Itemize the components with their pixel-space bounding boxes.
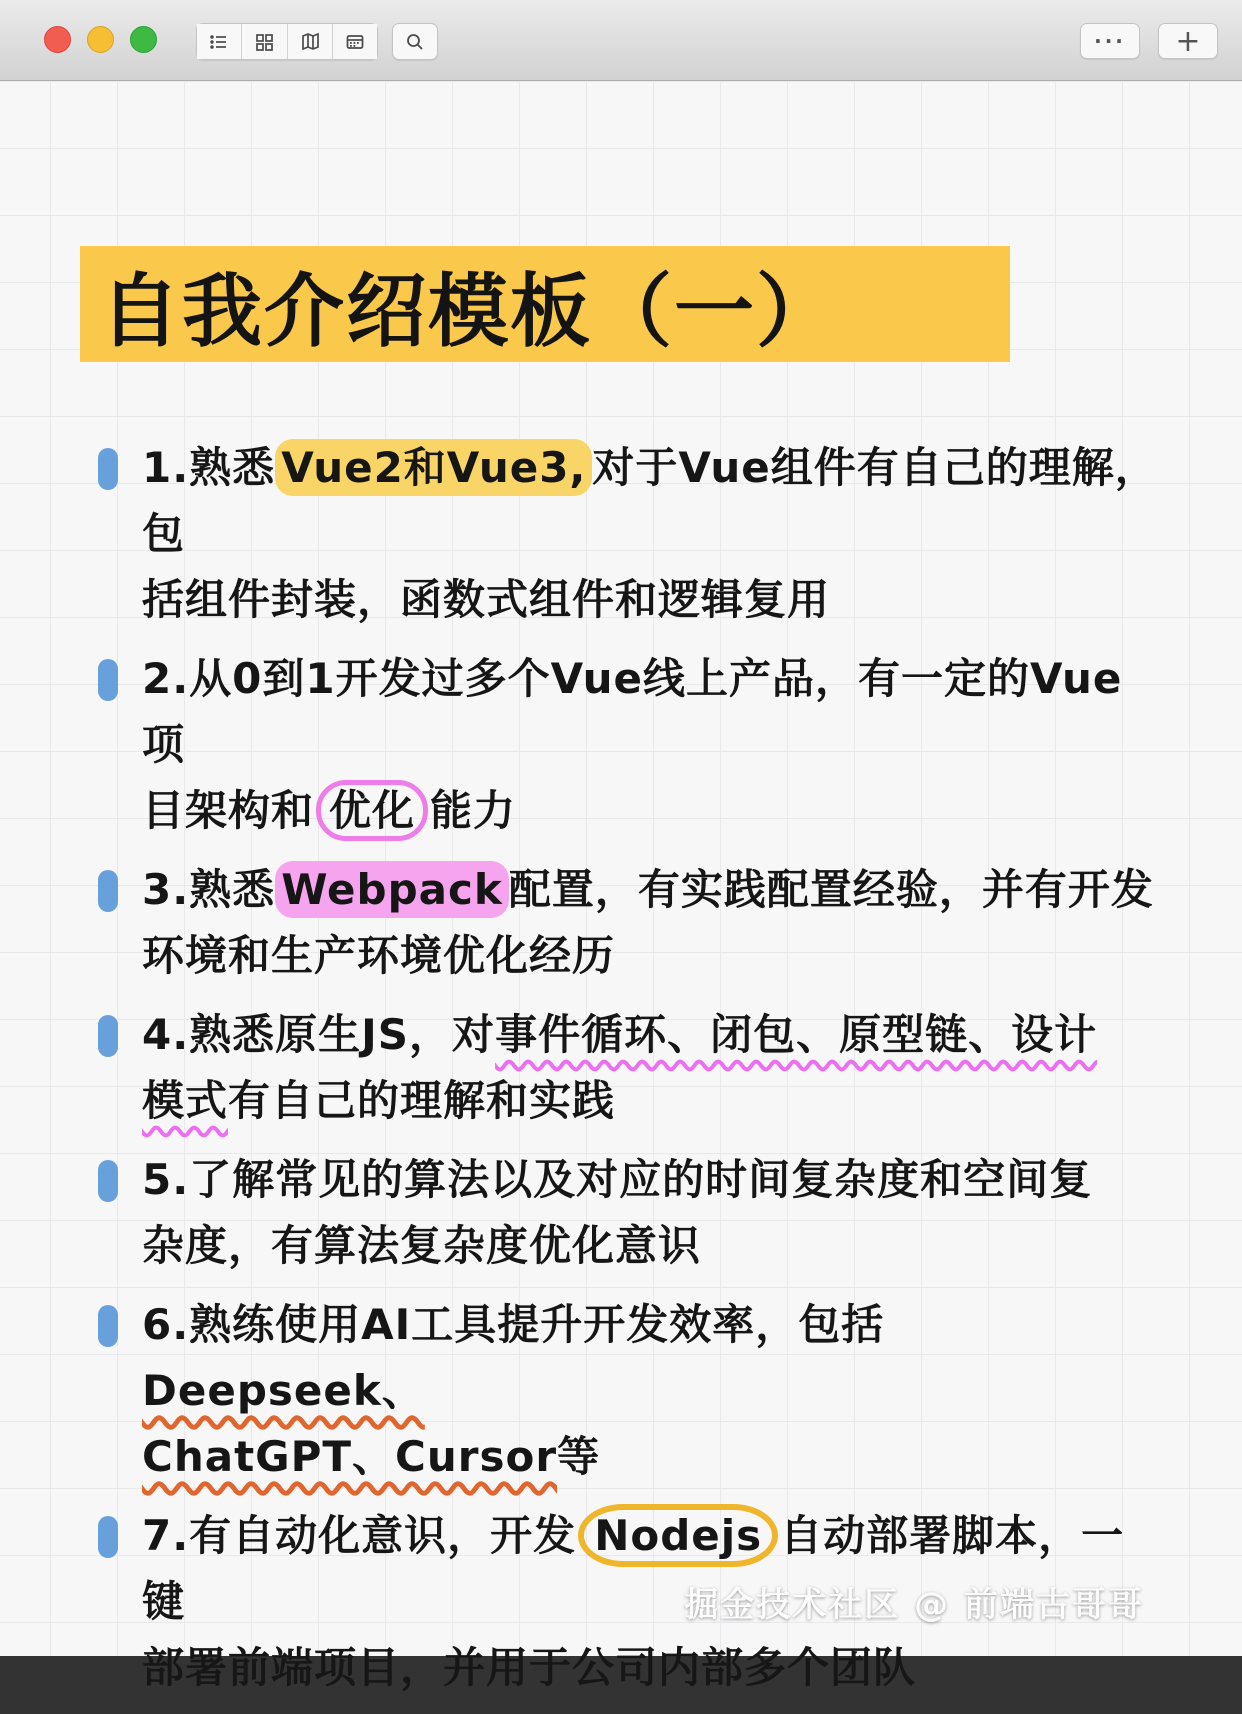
search-button[interactable] [392, 23, 438, 60]
text-segment: 3.熟悉 [142, 865, 276, 914]
text-segment: 对于Vue组件有自己的理解，包 [142, 443, 1158, 558]
list-view-button[interactable] [197, 24, 242, 59]
text-segment: 能力 [430, 786, 517, 835]
bullet-marker [98, 1160, 118, 1202]
item-text [142, 1002, 1097, 1134]
list-item [98, 1147, 1158, 1279]
orange-wavy-underline-segment: ChatGPT、Cursor [142, 1432, 558, 1481]
item-text [142, 1292, 1158, 1490]
list-item [98, 1002, 1158, 1134]
text-segment: 目架构和 [142, 786, 315, 835]
text-segment: 4.熟悉原生JS，对 [142, 1010, 496, 1059]
note-list [98, 435, 1158, 1714]
list-icon [208, 31, 230, 53]
text-segment: 2.从0到1开发过多个Vue线上产品，有一定的Vue项 [142, 654, 1123, 769]
text-segment: 5.了解常见的算法以及对应的时间复杂度和空间复 [142, 1155, 1093, 1204]
text-segment: 杂度，有算法复杂度优化意识 [142, 1221, 702, 1270]
view-mode-segmented-control [196, 23, 378, 60]
note-title-highlight [80, 246, 1010, 362]
window-toolbar [0, 0, 1242, 81]
minimize-window-button[interactable] [87, 26, 114, 53]
list-item [98, 646, 1158, 844]
text-segment: 自动部署脚本，一键 [142, 1511, 1125, 1626]
note-title: 自我介绍模板（一） [100, 264, 838, 358]
map-icon [299, 31, 321, 53]
item-text [142, 857, 1154, 989]
more-options-button[interactable]: ··· [1080, 23, 1140, 59]
item-text [142, 435, 1158, 633]
watermark-text: 掘金技术社区 @ 前端古哥哥 [684, 1585, 1144, 1625]
yellow-highlight-segment: Vue2和Vue3, [275, 439, 592, 496]
bullet-marker [98, 659, 118, 701]
text-segment: 部署前端项目，并用于公司内部多个团队 [142, 1643, 917, 1692]
text-segment: 配置，有实践配置经验，并有开发 [508, 865, 1154, 914]
text-segment: 括组件封装，函数式组件和逻辑复用 [142, 575, 831, 624]
bullet-marker [98, 1305, 118, 1347]
text-segment: 6.熟练使用AI工具提升开发效率，包括 [142, 1300, 885, 1349]
bullet-marker [98, 1015, 118, 1057]
pink-highlight-segment: Webpack [275, 861, 509, 918]
text-segment: 7.有自动化意识，开发 [142, 1511, 577, 1560]
calendar-icon [344, 31, 366, 53]
search-icon [404, 31, 426, 53]
bullet-marker [98, 448, 118, 490]
bullet-marker [98, 1516, 118, 1558]
text-segment: 1.熟悉 [142, 443, 276, 492]
yellow-circle-segment: Nodejs [578, 1504, 778, 1567]
list-item [98, 435, 1158, 633]
list-item [98, 1292, 1158, 1490]
grid-icon [253, 31, 275, 53]
add-note-button[interactable]: + [1158, 23, 1218, 59]
note-canvas [0, 81, 1242, 1692]
calendar-view-button[interactable] [333, 24, 377, 59]
item-text [142, 1147, 1092, 1279]
list-item [98, 857, 1158, 989]
grid-view-button[interactable] [242, 24, 287, 59]
zoom-window-button[interactable] [130, 26, 157, 53]
pink-circle-segment: 优化 [316, 780, 428, 841]
text-segment: 环境和生产环境优化经历 [142, 931, 616, 980]
pink-wavy-underline-segment: 事件循环、闭包、原型链、设计 [495, 1010, 1098, 1059]
orange-wavy-underline-segment: Deepseek、 [142, 1366, 425, 1415]
close-window-button[interactable] [44, 26, 71, 53]
bullet-marker [98, 870, 118, 912]
pink-wavy-underline-segment: 模式 [142, 1076, 229, 1125]
text-segment: 有自己的理解和实践 [228, 1076, 616, 1125]
item-text [142, 646, 1158, 844]
text-segment: 等 [557, 1432, 601, 1481]
map-view-button[interactable] [288, 24, 333, 59]
